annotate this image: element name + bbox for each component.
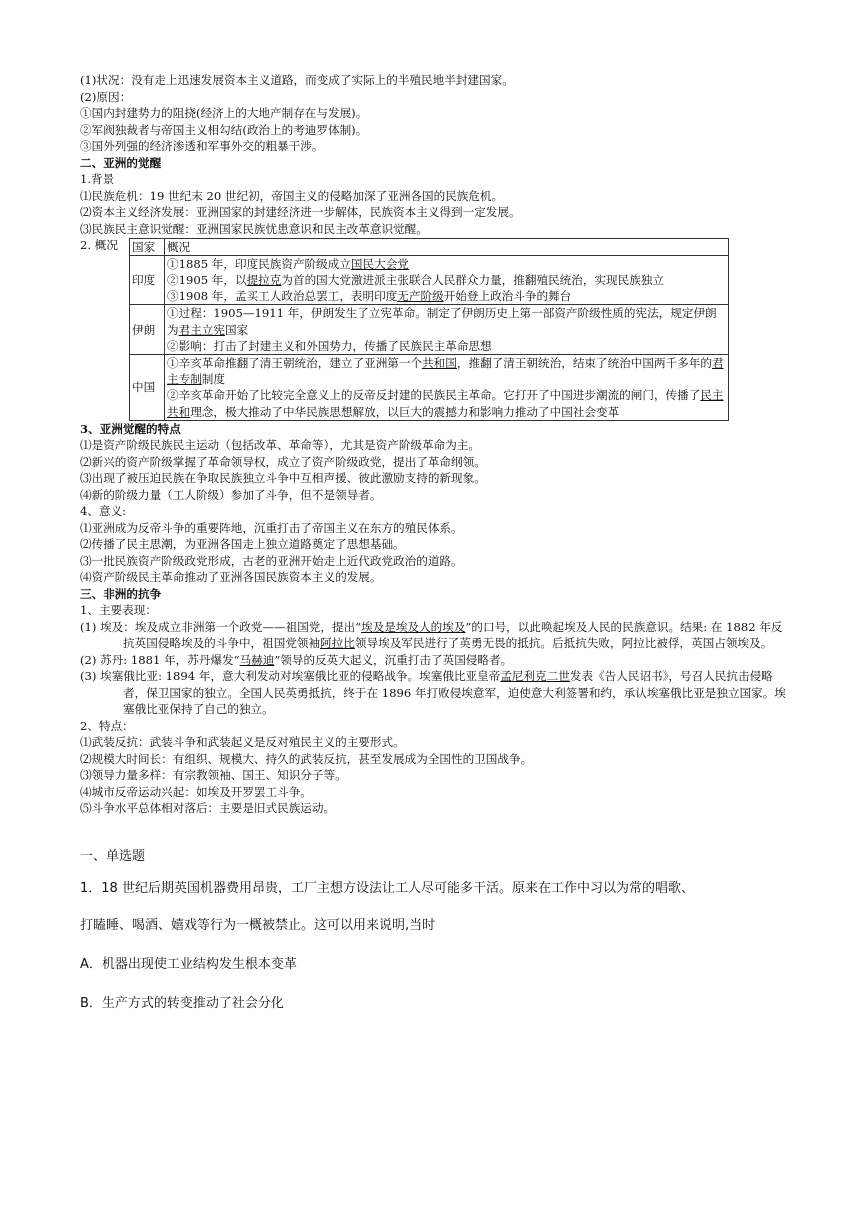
country-cell: 中国	[130, 354, 165, 420]
option-b[interactable]: B．生产方式的转变推动了社会分化	[80, 995, 284, 1011]
exercise-section-heading: 一、单选题	[80, 848, 146, 864]
background-item: ⑶民族民主意识觉醒：亚洲国家民族忧患意识和民主改革意识觉醒。	[80, 221, 428, 236]
status-line: (1)状况：没有走上迅速发展资本主义道路，而变成了实际上的半殖民地半封建国家。	[80, 73, 514, 87]
overview-cell	[165, 354, 729, 420]
significance-item: ⑵传播了民主思潮，为亚洲各国走上独立道路奠定了思想基础。	[80, 537, 405, 552]
features-heading: 3、亚洲觉醒的特点	[80, 421, 181, 436]
overview-line: ②辛亥革命开始了比较完全意义上的反帝反封建的民族民主革命。它打开了中国进步潮流的闸门，传播了民主共和理念，极大推动了中华民族思想解放，以巨大的震撼力和影响力推动了中国社会变革	[167, 388, 724, 419]
overview-heading: 2. 概况	[80, 238, 118, 252]
reason-item: ①国内封建势力的阻挠(经济上的大地产制存在与发展)。	[80, 106, 368, 120]
significance-item: ⑷资产阶级民主革命推动了亚洲各国民族资本主义的发展。	[80, 570, 382, 585]
section-heading-asia: 二、亚洲的觉醒	[80, 155, 162, 170]
option-a[interactable]: A．机器出现使工业结构发生根本变革	[80, 956, 297, 972]
section-heading-africa: 三、非洲的抗争	[80, 586, 162, 601]
ethiopia-paragraph: (3) 埃塞俄比亚: 1894 年，意大利发动对埃塞俄比亚的侵略战争。埃塞俄比亚皇帝孟尼利克二世发表《告人民诏书》，号召人民抗击侵略者，保卫国家的独立。全国人民英勇抵抗，终于在 1896 年打败侵埃意军，迫使意大利签署和约，承认埃塞俄比亚是独立国家。埃塞俄比亚保持了自己的独立。	[80, 669, 786, 717]
question-stem-line: 打瞌睡、喝酒、嬉戏等行为一概被禁止。这可以用来说明,当时	[80, 917, 436, 933]
characteristic-item: ⑵规模大时间长：有组织、规模大、持久的武装反抗，甚至发展成为全国性的卫国战争。	[80, 751, 533, 766]
table-row-india	[130, 255, 729, 305]
overview-table	[129, 238, 729, 421]
overview-line: ③1908 年，孟买工人政治总罢工，表明印度无产阶级开始登上政治斗争的舞台	[167, 289, 572, 304]
significance-item: ⑴亚洲成为反帝斗争的重要阵地，沉重打击了帝国主义在东方的殖民体系。	[80, 520, 463, 535]
significance-heading: 4、意义:	[80, 504, 127, 519]
overview-line: ②1905 年，以提拉克为首的国大党激进派主张联合人民群众力量，推翻殖民统治，实现民族独立	[167, 272, 664, 287]
table-row-iran	[130, 305, 729, 355]
egypt-paragraph: (1) 埃及：埃及成立非洲第一个政党——祖国党，提出“埃及是埃及人的埃及”的口号，以此唤起埃及人民的民族意识。结果: 在 1882 年反抗英国侵略埃及的斗争中，祖国党领袖阿拉比领导埃及军民进行了英勇无畏的抵抗。后抵抗失败，阿拉比被俘，英国占领埃及。	[80, 619, 783, 651]
country-cell: 伊朗	[130, 305, 165, 355]
characteristic-item: ⑶领导力量多样：有宗教领袖、国王、知识分子等。	[80, 768, 347, 783]
question-stem-line: 1．18 世纪后期英国机器费用昂贵，工厂主想方设法让工人尽可能多干活。原来在工作中习以为常的唱歌、	[80, 880, 694, 896]
overview-cell	[165, 255, 729, 305]
country-cell: 印度	[130, 255, 165, 305]
characteristic-item: ⑸斗争水平总体相对落后：主要是旧式民族运动。	[80, 801, 336, 816]
feature-item: ⑴是资产阶级民族民主运动（包括改革、革命等），尤其是资产阶级革命为主。	[80, 438, 480, 453]
overview-line: ①1885 年，印度民族资产阶级成立国民大会党	[167, 256, 409, 271]
feature-item: ⑶出现了被压迫民族在争取民族独立斗争中互相声援、彼此激励支持的新现象。	[80, 471, 486, 486]
performance-heading: 1、主要表现：	[80, 603, 157, 618]
reason-heading: (2)原因：	[80, 89, 132, 104]
overview-line: ①辛亥革命推翻了清王朝统治，建立了亚洲第一个共和国，推翻了清王朝统治，结束了统治中国两千多年的君主专制制度	[167, 355, 724, 387]
reason-item: ③国外列强的经济渗透和军事外交的粗暴干涉。	[80, 139, 324, 153]
characteristics-heading: 2、特点：	[80, 718, 134, 733]
characteristic-item: ⑴武装反抗：武装斗争和武装起义是反对殖民主义的主要形式。	[80, 735, 405, 750]
background-item: ⑵资本主义经济发展：亚洲国家的封建经济进一步解体，民族资本主义得到一定发展。	[80, 205, 521, 219]
feature-item: ⑷新的阶级力量（工人阶级）参加了斗争，但不是领导者。	[80, 487, 382, 502]
reason-item: ②军阀独裁者与帝国主义相勾结(政治上的考迪罗体制)。	[80, 122, 368, 137]
table-header-country: 国家	[130, 238, 165, 255]
significance-item: ⑶一批民族资产阶级政党形成，古老的亚洲开始走上近代政党政治的道路。	[80, 553, 463, 568]
document-page	[80, 72, 792, 1012]
overview-line: ②影响：打击了封建主义和外国势力，传播了民族民主革命思想	[167, 338, 492, 353]
table-row-china	[130, 354, 729, 420]
background-item: ⑴民族危机：19 世纪末 20 世纪初，帝国主义的侵略加深了亚洲各国的民族危机。	[80, 188, 504, 203]
overview-line: ①过程：1905—1911 年，伊朗发生了立宪革命。制定了伊朗历史上第一部资产阶级性质的宪法，规定伊朗为君主立宪国家	[167, 306, 717, 337]
background-heading: 1.背景	[80, 172, 115, 186]
table-header-overview: 概况	[165, 238, 729, 255]
table-header-row	[130, 238, 729, 255]
sudan-paragraph: (2) 苏丹: 1881 年，苏丹爆发“马赫迪”领导的反英大起义，沉重打击了英国侵略者。	[80, 652, 513, 667]
feature-item: ⑵新兴的资产阶级掌握了革命领导权，成立了资产阶级政党，提出了革命纲领。	[80, 454, 486, 469]
characteristic-item: ⑷城市反帝运动兴起：如埃及开罗罢工斗争。	[80, 784, 312, 799]
overview-cell	[165, 305, 729, 355]
